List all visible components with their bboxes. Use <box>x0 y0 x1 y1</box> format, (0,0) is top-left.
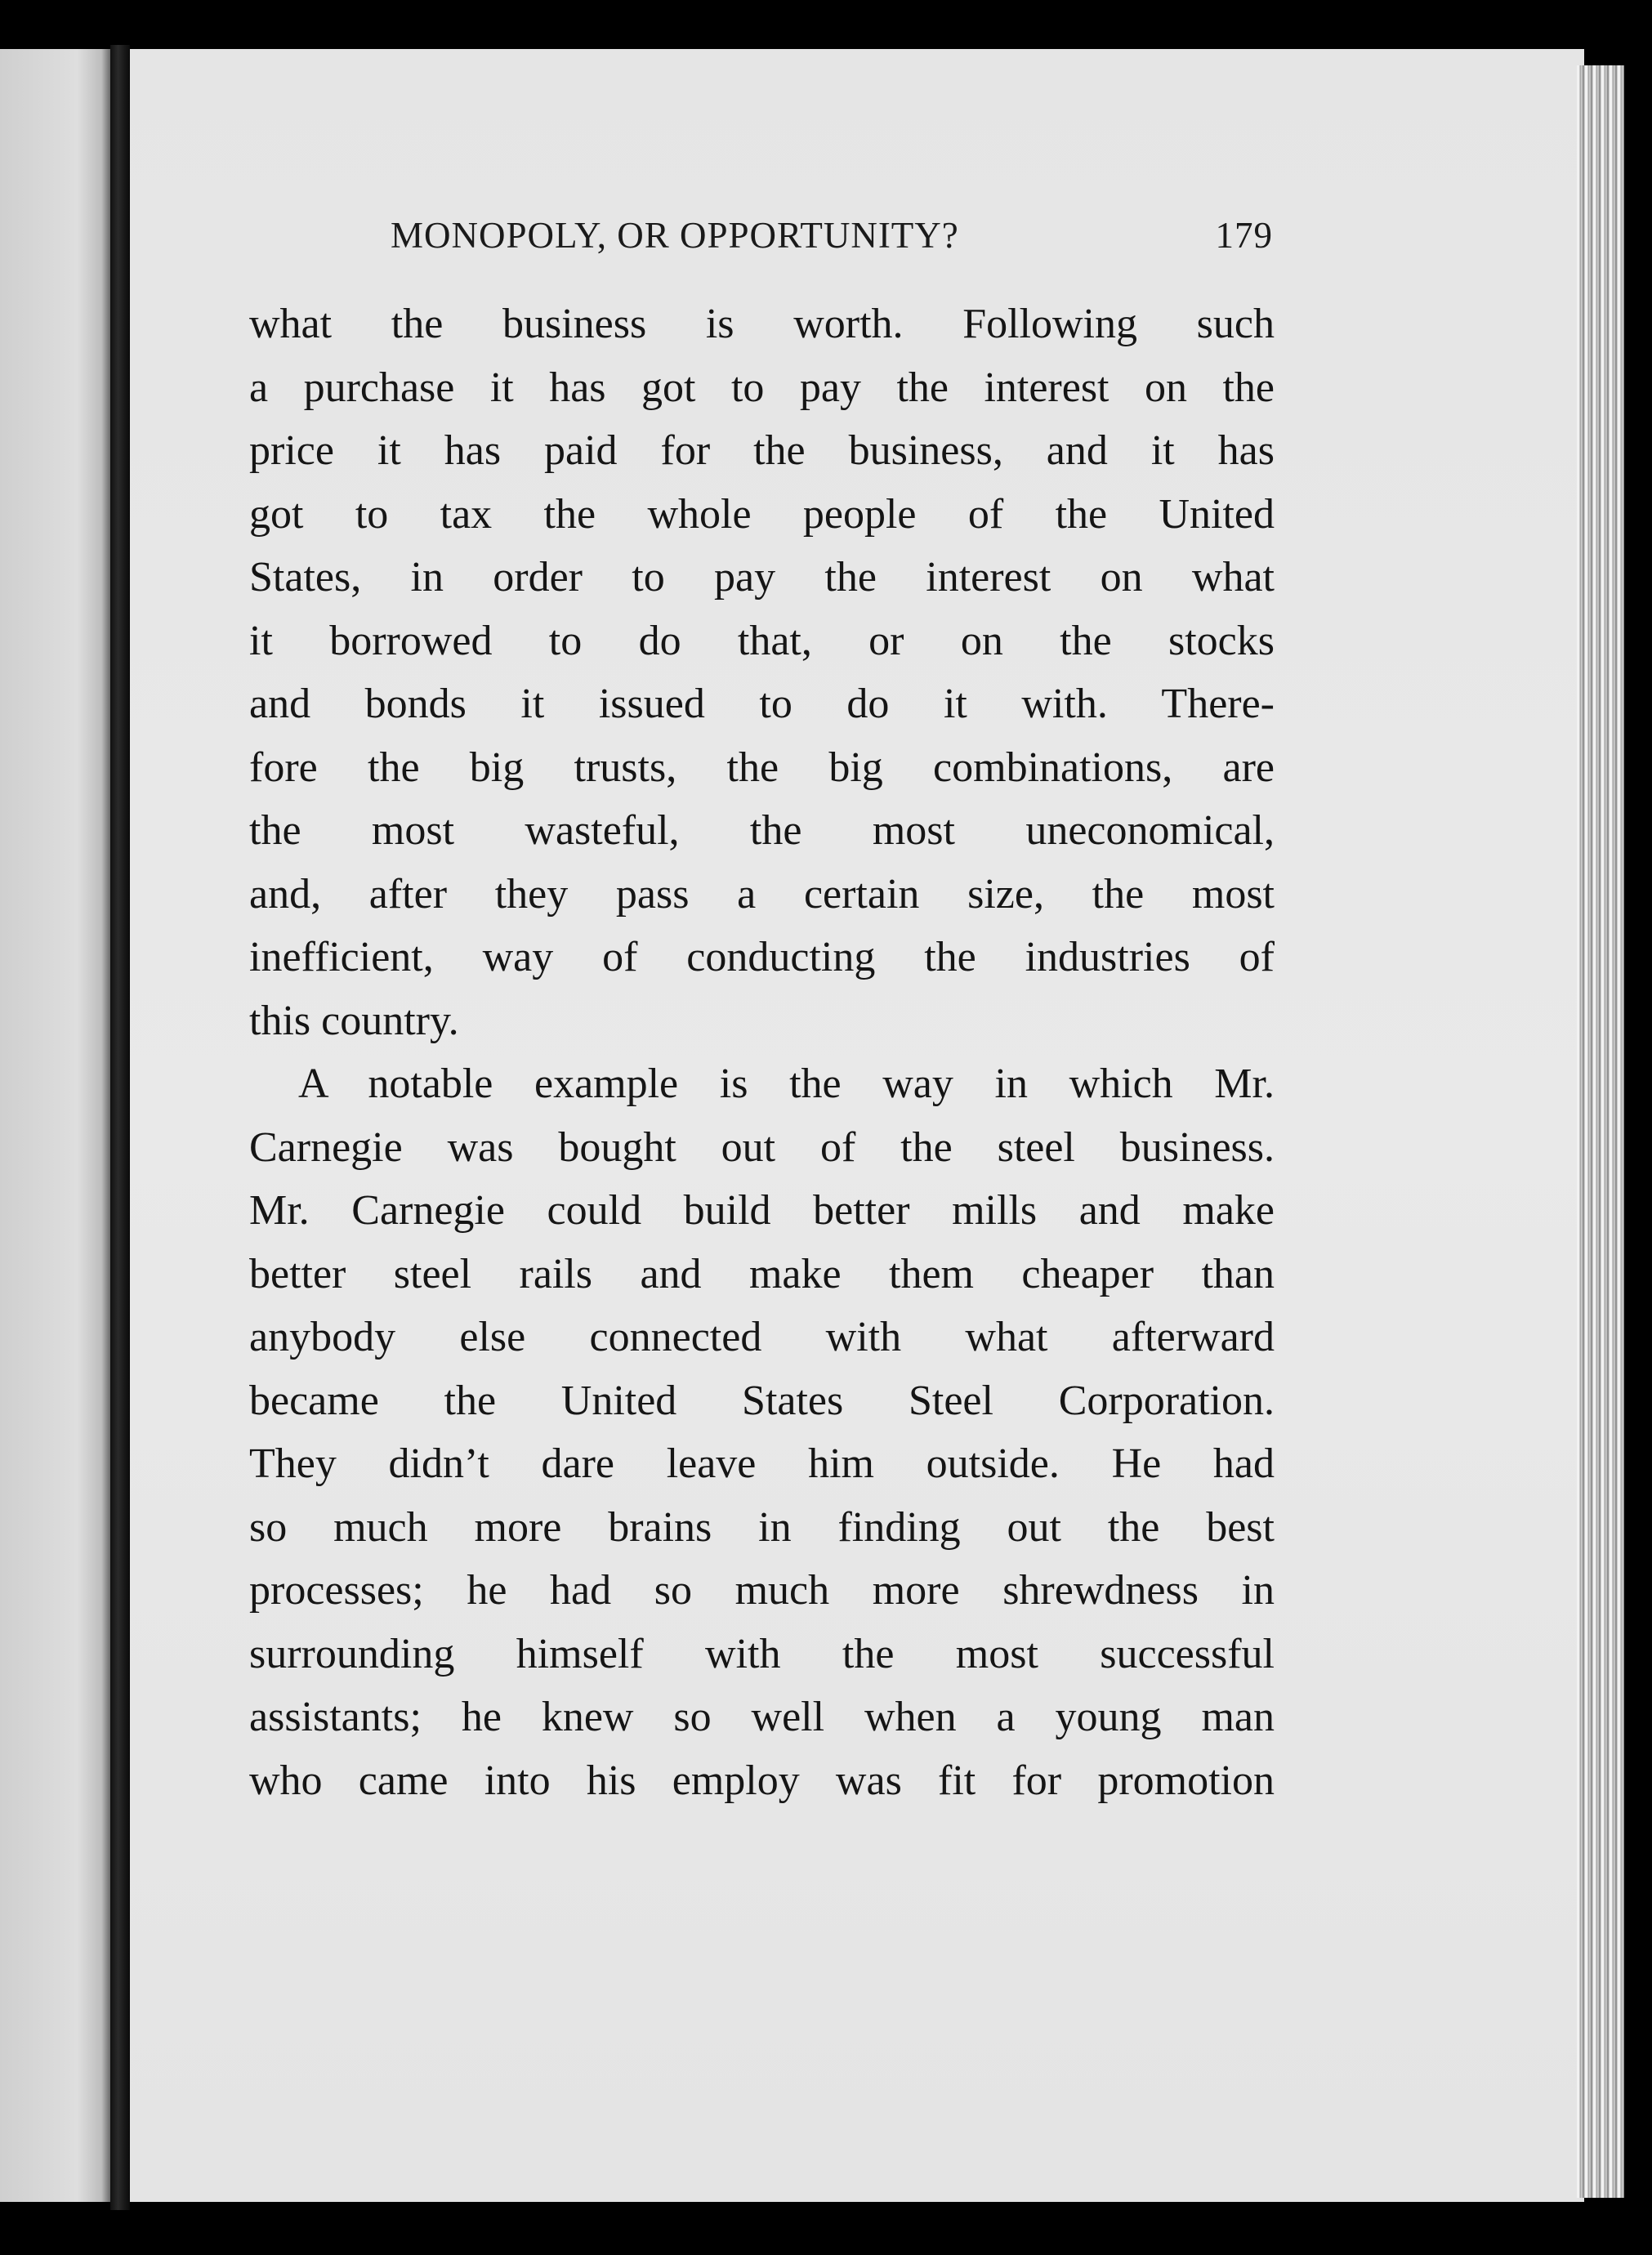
text-line: assistants; he knew so well when a young man <box>249 1694 1275 1740</box>
text-line: inefficient, way of conducting the industries of <box>249 934 1275 980</box>
text-line: a purchase it has got to pay the interest on the <box>249 364 1275 411</box>
text-line: and bonds it issued to do it with. There- <box>249 681 1275 727</box>
text-line: processes; he had so much more shrewdness in <box>249 1567 1275 1614</box>
text-line: the most wasteful, the most uneconomical, <box>249 807 1275 854</box>
text-line: anybody else connected with what afterward <box>249 1314 1275 1360</box>
text-line: became the United States Steel Corporation. <box>249 1377 1275 1424</box>
text-line: States, in order to pay the interest on what <box>249 554 1275 601</box>
text-line: so much more brains in finding out the best <box>249 1503 1275 1551</box>
text-line: who came into his employ was fit for promotion <box>249 1757 1275 1804</box>
text-line: this country. <box>249 997 459 1044</box>
text-line: got to tax the whole people of the United <box>249 490 1275 538</box>
paragraph-1 <box>249 292 1275 1052</box>
previous-page-edge <box>0 49 110 2202</box>
text-line: price it has paid for the business, and it has <box>249 427 1275 474</box>
text-line: what the business is worth. Following such <box>249 301 1275 347</box>
running-head <box>391 214 1273 279</box>
bottom-border <box>130 2202 1625 2255</box>
text-line: Mr. Carnegie could build better mills and make <box>249 1187 1275 1234</box>
text-line: They didn’t dare leave him outside. He had <box>249 1440 1275 1487</box>
text-line: Carnegie was bought out of the steel business. <box>249 1123 1275 1171</box>
book-gutter <box>110 45 130 2210</box>
text-line: it borrowed to do that, or on the stocks <box>249 617 1275 664</box>
text-line: fore the big trusts, the big combinations, are <box>249 743 1275 791</box>
body-text <box>249 292 1275 1812</box>
running-title: MONOPOLY, OR OPPORTUNITY? <box>391 215 959 256</box>
text-line: surrounding himself with the most successful <box>249 1630 1275 1677</box>
page-stack-edge <box>1577 65 1624 2198</box>
text-line: and, after they pass a certain size, the most <box>249 870 1275 918</box>
page-number: 179 <box>1215 215 1273 256</box>
text-line: better steel rails and make them cheaper than <box>249 1250 1275 1297</box>
paragraph-2 <box>249 1052 1275 1812</box>
text-line: A notable example is the way in which Mr. <box>298 1061 1275 1107</box>
